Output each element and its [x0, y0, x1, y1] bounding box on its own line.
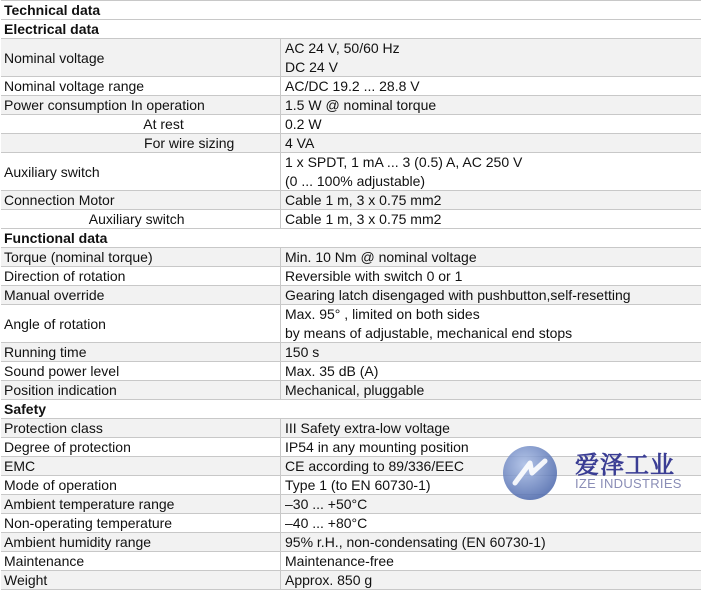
spec-label: Direction of rotation — [1, 267, 281, 285]
spec-label: Nominal voltage range — [1, 77, 281, 95]
section-heading — [1, 400, 701, 419]
spec-value: Gearing latch disengaged with pushbutton,self-resetting — [285, 286, 631, 303]
section-heading-text: Functional data — [4, 230, 108, 246]
spec-value-cell — [281, 305, 701, 342]
spec-row — [1, 533, 701, 552]
spec-value-cell — [281, 343, 701, 361]
spec-label: Connection Motor — [1, 191, 281, 209]
spec-label: Auxiliary switch — [1, 210, 281, 228]
spec-row — [1, 96, 701, 115]
spec-value: Mechanical, pluggable — [285, 381, 425, 398]
spec-row — [1, 39, 701, 77]
spec-label: Sound power level — [1, 362, 281, 380]
spec-value-cell — [281, 571, 701, 589]
spec-value: Maintenance-free — [285, 552, 394, 569]
spec-row — [1, 571, 701, 590]
spec-row — [1, 248, 701, 267]
spec-row — [1, 419, 701, 438]
spec-row — [1, 343, 701, 362]
spec-row — [1, 134, 701, 153]
spec-label: Torque (nominal torque) — [1, 248, 281, 266]
spec-value: 95% r.H., non-condensating (EN 60730-1) — [285, 533, 546, 550]
table-title-text: Technical data — [4, 2, 101, 18]
spec-row — [1, 362, 701, 381]
spec-value: 4 VA — [285, 134, 315, 151]
spec-row — [1, 381, 701, 400]
spec-value: Cable 1 m, 3 x 0.75 mm2 — [285, 191, 442, 208]
spec-row — [1, 191, 701, 210]
spec-value-cell — [281, 210, 701, 228]
spec-row — [1, 514, 701, 533]
section-heading-text: Electrical data — [4, 21, 99, 37]
spec-value: (0 ... 100% adjustable) — [285, 172, 426, 189]
spec-label: For wire sizing — [1, 134, 281, 152]
spec-row — [1, 153, 701, 191]
spec-value: AC 24 V, 50/60 Hz — [285, 39, 400, 56]
spec-value: Min. 10 Nm @ nominal voltage — [285, 248, 477, 265]
spec-value-cell — [281, 286, 701, 304]
spec-value: by means of adjustable, mechanical end stops — [285, 324, 573, 341]
spec-value-cell — [281, 191, 701, 209]
spec-value: –30 ... +50°C — [285, 495, 368, 512]
spec-label: Angle of rotation — [1, 305, 281, 342]
spec-row — [1, 286, 701, 305]
spec-label: Manual override — [1, 286, 281, 304]
spec-label: Nominal voltage — [1, 39, 281, 76]
spec-label: At rest — [1, 115, 281, 133]
company-watermark-logo — [498, 443, 688, 503]
spec-value: –40 ... +80°C — [285, 514, 368, 531]
spec-value-cell — [281, 533, 701, 551]
spec-label: Running time — [1, 343, 281, 361]
spec-label: Mode of operation — [1, 476, 281, 494]
spec-value-cell — [281, 381, 701, 399]
section-heading — [1, 229, 701, 248]
logo-orb-icon — [498, 443, 562, 503]
section-heading-text: Safety — [4, 401, 47, 417]
logo-english-name: IZE INDUSTRIES — [575, 476, 682, 491]
spec-row — [1, 305, 701, 343]
spec-value-cell — [281, 134, 701, 152]
spec-label: Auxiliary switch — [1, 153, 281, 190]
table-title — [1, 1, 701, 20]
spec-label: Power consumption In operation — [1, 96, 281, 114]
spec-value: Approx. 850 g — [285, 571, 373, 588]
spec-value-cell — [281, 514, 701, 532]
spec-value: III Safety extra-low voltage — [285, 419, 450, 436]
spec-value: 1.5 W @ nominal torque — [285, 96, 437, 113]
spec-value: Max. 95° , limited on both sides — [285, 305, 480, 322]
spec-value-cell — [281, 96, 701, 114]
spec-label: Ambient temperature range — [1, 495, 281, 513]
spec-label: Ambient humidity range — [1, 533, 281, 551]
spec-value-cell — [281, 77, 701, 95]
spec-label: Non-operating temperature — [1, 514, 281, 532]
table-body — [1, 20, 701, 590]
spec-value: CE according to 89/336/EEC — [285, 457, 464, 474]
spec-value: DC 24 V — [285, 58, 338, 75]
spec-label: EMC — [1, 457, 281, 475]
spec-label: Maintenance — [1, 552, 281, 570]
spec-value: IP54 in any mounting position — [285, 438, 469, 455]
spec-row — [1, 77, 701, 96]
spec-row — [1, 210, 701, 229]
spec-label: Position indication — [1, 381, 281, 399]
spec-value-cell — [281, 362, 701, 380]
spec-value-cell — [281, 115, 701, 133]
spec-value-cell — [281, 153, 701, 190]
spec-value: Cable 1 m, 3 x 0.75 mm2 — [285, 210, 442, 227]
spec-value: Reversible with switch 0 or 1 — [285, 267, 463, 284]
spec-value: 150 s — [285, 343, 320, 360]
spec-value-cell — [281, 248, 701, 266]
spec-row — [1, 115, 701, 134]
spec-label: Weight — [1, 571, 281, 589]
spec-row — [1, 267, 701, 286]
logo-chinese-name: 爱泽工业 — [575, 452, 675, 479]
section-heading — [1, 20, 701, 39]
spec-value: AC/DC 19.2 ... 28.8 V — [285, 77, 420, 94]
spec-value: 1 x SPDT, 1 mA ... 3 (0.5) A, AC 250 V — [285, 153, 523, 170]
spec-value: Type 1 (to EN 60730-1) — [285, 476, 431, 493]
spec-value-cell — [281, 39, 701, 76]
spec-row — [1, 552, 701, 571]
spec-label: Protection class — [1, 419, 281, 437]
spec-value: Max. 35 dB (A) — [285, 362, 379, 379]
spec-value-cell — [281, 552, 701, 570]
spec-label: Degree of protection — [1, 438, 281, 456]
spec-value-cell — [281, 419, 701, 437]
spec-value-cell — [281, 267, 701, 285]
spec-value: 0.2 W — [285, 115, 322, 132]
